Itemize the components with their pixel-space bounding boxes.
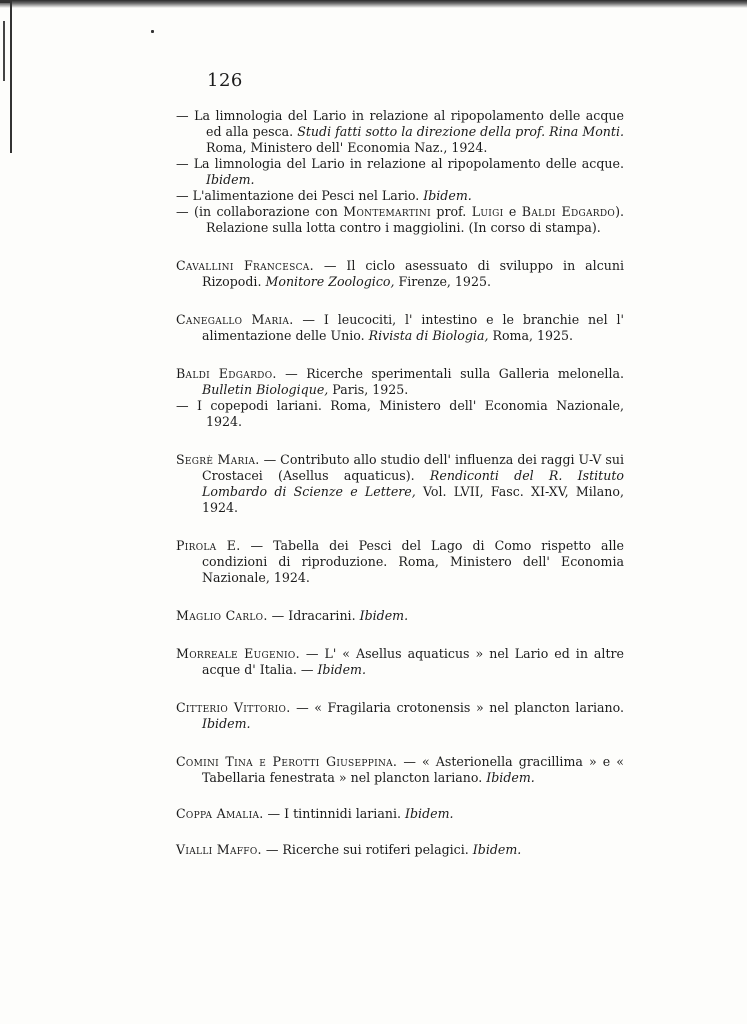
bibliography-list	[176, 108, 624, 858]
author-name: Citterio Vittorio.	[176, 700, 291, 715]
author-name: Canegallo Maria.	[176, 312, 294, 327]
bibliography-entry: Citterio Vittorio. — « Fragilaria crotonensis » nel plancton lariano. Ibidem.	[176, 700, 624, 731]
bibliography-entry: — La limnologia del Lario in relazione al ripopolamento delle acque ed alla pesca. Studi fatti sotto la direzione della prof. Rina Monti. Roma, Ministero dell' Economia Naz., 1924.	[176, 108, 624, 155]
author-name: Pirola E.	[176, 538, 241, 553]
bibliography-entry: — L'alimentazione dei Pesci nel Lario. Ibidem.	[176, 188, 472, 203]
bibliography-entry: Cavallini Francesca. — Il ciclo asessuato di sviluppo in alcuni Rizopodi. Monitore Zoologico, Firenze, 1925.	[176, 258, 624, 289]
page-number: 126	[207, 70, 243, 91]
bibliography-entry: Vialli Maffo. — Ricerche sui rotiferi pelagici. Ibidem.	[176, 842, 522, 857]
scan-left-edge	[0, 0, 12, 153]
author-name: Vialli Maffo.	[176, 842, 262, 857]
author-name: Segrè Maria.	[176, 452, 260, 467]
bibliography-entry: Comini Tina e Perotti Giuseppina. — « Asterionella gracillima » e « Tabellaria fenestrata » nel plancton lariano. Ibidem.	[176, 754, 625, 785]
bibliography-entry: Morreale Eugenio. — L' « Asellus aquaticus » nel Lario ed in altre acque d' Italia. — Ibidem.	[176, 646, 624, 677]
bibliography-entry: — (in collaborazione con Montemartini prof. Luigi e Baldi Edgardo). Relazione sulla lotta contro i maggiolini. (In corso di stampa).	[176, 204, 625, 235]
author-name: Comini Tina e Perotti Giuseppina.	[176, 754, 398, 769]
scan-speck	[151, 30, 154, 33]
bibliography-entry: — I copepodi lariani. Roma, Ministero dell' Economia Nazionale, 1924.	[176, 398, 624, 429]
bibliography-entry: Maglio Carlo. — Idracarini. Ibidem.	[176, 608, 409, 623]
author-name: Maglio Carlo.	[176, 608, 268, 623]
author-name: Coppa Amalia.	[176, 806, 264, 821]
bibliography-entry: Baldi Edgardo. — Ricerche sperimentali sulla Galleria melonella. Bulletin Biologique, Paris, 1925.	[176, 366, 624, 397]
author-name: Baldi Edgardo.	[176, 366, 277, 381]
bibliography-entry: Segrè Maria. — Contributo allo studio dell' influenza dei raggi U-V sui Crostacei (Asellus aquaticus). Rendiconti del R. Istituto Lombardo di Scienze e Lettere, Vol. LVII, Fasc. XI-XV, Milano, 1924.	[176, 452, 624, 515]
scan-top-edge	[0, 0, 747, 8]
bibliography-entry: Coppa Amalia. — I tintinnidi lariani. Ibidem.	[176, 806, 454, 821]
bibliography-entry: Pirola E. — Tabella dei Pesci del Lago di Como rispetto alle condizioni di riproduzione. Roma, Ministero dell' Economia Nazionale, 1924.	[176, 538, 625, 585]
author-name: Cavallini Francesca.	[176, 258, 314, 273]
bibliography-entry: — La limnologia del Lario in relazione al ripopolamento delle acque. Ibidem.	[176, 156, 624, 187]
bibliography-entry: Canegallo Maria. — I leucociti, l' intestino e le branchie nel l' alimentazione delle Unio. Rivista di Biologia, Roma, 1925.	[176, 312, 624, 343]
binding-mark	[3, 21, 5, 81]
author-name: Morreale Eugenio.	[176, 646, 300, 661]
